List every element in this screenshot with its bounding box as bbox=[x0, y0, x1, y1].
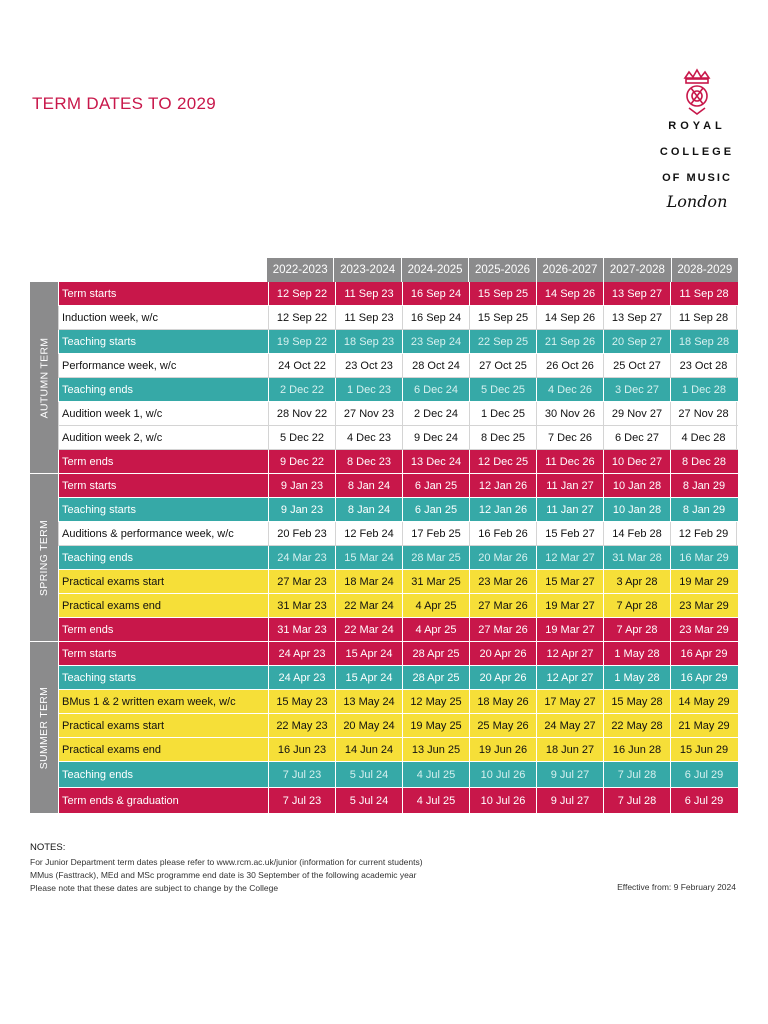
date-cell: 9 Dec 22 bbox=[268, 450, 335, 473]
date-cell: 10 Jul 26 bbox=[469, 762, 536, 787]
date-cell: 12 Sep 22 bbox=[268, 282, 335, 305]
date-cell: 11 Sep 23 bbox=[335, 282, 402, 305]
date-cell: 1 May 28 bbox=[603, 666, 670, 689]
date-cell: 27 Mar 23 bbox=[268, 570, 335, 593]
date-cell: 25 May 26 bbox=[469, 714, 536, 737]
date-cell: 26 Oct 26 bbox=[536, 354, 603, 377]
date-cell: 6 Dec 27 bbox=[603, 426, 670, 449]
logo-line-of-music: OF MUSIC bbox=[662, 172, 732, 184]
date-cell: 6 Jan 25 bbox=[402, 498, 469, 521]
table-row bbox=[58, 642, 738, 666]
date-cell: 10 Jul 26 bbox=[469, 788, 536, 813]
date-cell: 28 Oct 24 bbox=[402, 354, 469, 377]
date-cell: 1 Dec 28 bbox=[670, 378, 737, 401]
date-cell: 20 May 24 bbox=[335, 714, 402, 737]
term-label bbox=[30, 282, 58, 474]
date-cell: 23 Mar 29 bbox=[670, 594, 737, 617]
date-cell: 15 Sep 25 bbox=[469, 306, 536, 329]
page-title: TERM DATES TO 2029 bbox=[32, 94, 216, 113]
date-cell: 16 Sep 24 bbox=[402, 282, 469, 305]
college-logo bbox=[650, 68, 744, 238]
date-cell: 13 Sep 27 bbox=[603, 282, 670, 305]
date-cell: 17 Feb 25 bbox=[402, 522, 469, 545]
effective-date: Effective from: 9 February 2024 bbox=[617, 882, 736, 892]
year-header: 2026-2027 bbox=[536, 258, 603, 282]
date-cell: 11 Dec 26 bbox=[536, 450, 603, 473]
date-cell: 23 Oct 28 bbox=[670, 354, 737, 377]
date-cell: 11 Sep 28 bbox=[670, 282, 737, 305]
date-cell: 20 Apr 26 bbox=[469, 642, 536, 665]
date-cell: 16 Jun 28 bbox=[603, 738, 670, 761]
date-cell: 23 Mar 29 bbox=[670, 618, 737, 641]
row-label: Term ends bbox=[58, 450, 268, 473]
date-cell: 1 Dec 23 bbox=[335, 378, 402, 401]
table-row bbox=[58, 738, 738, 762]
date-cell: 7 Apr 28 bbox=[603, 618, 670, 641]
date-cell: 27 Mar 26 bbox=[469, 618, 536, 641]
date-cell: 5 Dec 22 bbox=[268, 426, 335, 449]
date-cell: 24 Mar 23 bbox=[268, 546, 335, 569]
date-cell: 15 Mar 27 bbox=[536, 570, 603, 593]
date-cell: 15 Mar 24 bbox=[335, 546, 402, 569]
date-cell: 27 Oct 25 bbox=[469, 354, 536, 377]
date-cell: 2 Dec 22 bbox=[268, 378, 335, 401]
date-cell: 16 Feb 26 bbox=[469, 522, 536, 545]
date-cell: 28 Mar 25 bbox=[402, 546, 469, 569]
date-cell: 8 Jan 24 bbox=[335, 498, 402, 521]
date-cell: 4 Jul 25 bbox=[402, 788, 469, 813]
row-label: Term ends bbox=[58, 618, 268, 641]
date-cell: 22 Sep 25 bbox=[469, 330, 536, 353]
term-label-text: SUMMER TERM bbox=[38, 686, 51, 769]
date-cell: 6 Jan 25 bbox=[402, 474, 469, 497]
date-cell: 8 Dec 28 bbox=[670, 450, 737, 473]
date-cell: 9 Jul 27 bbox=[536, 762, 603, 787]
date-cell: 27 Mar 26 bbox=[469, 594, 536, 617]
date-cell: 7 Jul 23 bbox=[268, 788, 335, 813]
table-row bbox=[58, 306, 738, 330]
year-header: 2027-2028 bbox=[603, 258, 670, 282]
year-header: 2023-2024 bbox=[333, 258, 400, 282]
date-cell: 19 May 25 bbox=[402, 714, 469, 737]
date-cell: 6 Dec 24 bbox=[402, 378, 469, 401]
term-label bbox=[30, 642, 58, 814]
date-cell: 12 Apr 27 bbox=[536, 642, 603, 665]
table-row bbox=[58, 498, 738, 522]
term-label-text: SPRING TERM bbox=[38, 519, 50, 596]
year-header: 2028-2029 bbox=[671, 258, 738, 282]
date-cell: 21 May 29 bbox=[670, 714, 737, 737]
date-cell: 22 May 28 bbox=[603, 714, 670, 737]
date-cell: 11 Jan 27 bbox=[536, 474, 603, 497]
date-cell: 22 May 23 bbox=[268, 714, 335, 737]
row-label: Teaching ends bbox=[58, 378, 268, 401]
date-cell: 31 Mar 23 bbox=[268, 594, 335, 617]
table-row bbox=[58, 788, 738, 814]
date-cell: 19 Mar 29 bbox=[670, 570, 737, 593]
date-cell: 15 Apr 24 bbox=[335, 642, 402, 665]
date-cell: 24 Oct 22 bbox=[268, 354, 335, 377]
row-label: Term starts bbox=[58, 642, 268, 665]
date-cell: 27 Nov 23 bbox=[335, 402, 402, 425]
date-cell: 12 Feb 29 bbox=[670, 522, 737, 545]
date-cell: 8 Dec 23 bbox=[335, 450, 402, 473]
date-cell: 28 Nov 22 bbox=[268, 402, 335, 425]
date-cell: 13 Jun 25 bbox=[402, 738, 469, 761]
date-cell: 12 Mar 27 bbox=[536, 546, 603, 569]
date-cell: 8 Jan 29 bbox=[670, 474, 737, 497]
date-cell: 16 Apr 29 bbox=[670, 642, 737, 665]
date-cell: 2 Dec 24 bbox=[402, 402, 469, 425]
note-line: For Junior Department term dates please refer to www.rcm.ac.uk/junior (information for current students) bbox=[30, 857, 423, 867]
date-cell: 15 May 28 bbox=[603, 690, 670, 713]
table-row bbox=[58, 402, 738, 426]
note-line: MMus (Fasttrack), MEd and MSc programme end date is 30 September of the following academic year bbox=[30, 870, 417, 880]
date-cell: 19 Jun 26 bbox=[469, 738, 536, 761]
date-cell: 12 Sep 22 bbox=[268, 306, 335, 329]
row-label: Term starts bbox=[58, 474, 268, 497]
date-cell: 7 Jul 28 bbox=[603, 788, 670, 813]
date-cell: 13 Dec 24 bbox=[402, 450, 469, 473]
row-label: Term starts bbox=[58, 282, 268, 305]
date-cell: 4 Apr 25 bbox=[402, 618, 469, 641]
date-cell: 18 Sep 23 bbox=[335, 330, 402, 353]
logo-line-royal: ROYAL bbox=[668, 120, 726, 132]
date-cell: 9 Dec 24 bbox=[402, 426, 469, 449]
table-row bbox=[58, 618, 738, 642]
table-row bbox=[58, 570, 738, 594]
row-label: Induction week, w/c bbox=[58, 306, 268, 329]
row-label: Teaching starts bbox=[58, 666, 268, 689]
year-header: 2024-2025 bbox=[401, 258, 468, 282]
date-cell: 22 Mar 24 bbox=[335, 594, 402, 617]
row-label: Practical exams start bbox=[58, 570, 268, 593]
row-label: Audition week 2, w/c bbox=[58, 426, 268, 449]
date-cell: 14 Sep 26 bbox=[536, 306, 603, 329]
date-cell: 29 Nov 27 bbox=[603, 402, 670, 425]
date-cell: 28 Apr 25 bbox=[402, 642, 469, 665]
date-cell: 18 Jun 27 bbox=[536, 738, 603, 761]
date-cell: 13 May 24 bbox=[335, 690, 402, 713]
date-cell: 20 Mar 26 bbox=[469, 546, 536, 569]
date-cell: 14 Jun 24 bbox=[335, 738, 402, 761]
date-cell: 15 Jun 29 bbox=[670, 738, 737, 761]
date-cell: 12 Jan 26 bbox=[469, 498, 536, 521]
date-cell: 11 Jan 27 bbox=[536, 498, 603, 521]
table-row bbox=[58, 354, 738, 378]
date-cell: 18 May 26 bbox=[469, 690, 536, 713]
date-cell: 1 May 28 bbox=[603, 642, 670, 665]
date-cell: 15 May 23 bbox=[268, 690, 335, 713]
date-cell: 23 Sep 24 bbox=[402, 330, 469, 353]
date-cell: 24 May 27 bbox=[536, 714, 603, 737]
date-cell: 4 Dec 28 bbox=[670, 426, 737, 449]
date-cell: 11 Sep 28 bbox=[670, 306, 737, 329]
table-row bbox=[58, 378, 738, 402]
row-label: Teaching ends bbox=[58, 762, 268, 787]
table-row bbox=[58, 282, 738, 306]
term-label-column bbox=[30, 282, 58, 814]
date-cell: 25 Oct 27 bbox=[603, 354, 670, 377]
date-cell: 7 Jul 23 bbox=[268, 762, 335, 787]
term-label bbox=[30, 474, 58, 642]
date-cell: 19 Mar 27 bbox=[536, 618, 603, 641]
date-cell: 15 Feb 27 bbox=[536, 522, 603, 545]
row-label: Term ends & graduation bbox=[58, 788, 268, 813]
date-cell: 11 Sep 23 bbox=[335, 306, 402, 329]
row-label: BMus 1 & 2 written exam week, w/c bbox=[58, 690, 268, 713]
date-cell: 15 Sep 25 bbox=[469, 282, 536, 305]
date-cell: 5 Jul 24 bbox=[335, 788, 402, 813]
date-cell: 31 Mar 28 bbox=[603, 546, 670, 569]
note-line: Please note that these dates are subject to change by the College bbox=[30, 883, 279, 893]
date-cell: 12 Dec 25 bbox=[469, 450, 536, 473]
date-cell: 12 Jan 26 bbox=[469, 474, 536, 497]
date-cell: 23 Oct 23 bbox=[335, 354, 402, 377]
date-cell: 5 Jul 24 bbox=[335, 762, 402, 787]
table-row bbox=[58, 594, 738, 618]
date-cell: 24 Apr 23 bbox=[268, 666, 335, 689]
date-cell: 8 Jan 29 bbox=[670, 498, 737, 521]
table-row bbox=[58, 666, 738, 690]
date-cell: 12 May 25 bbox=[402, 690, 469, 713]
row-label: Practical exams end bbox=[58, 594, 268, 617]
date-cell: 23 Mar 26 bbox=[469, 570, 536, 593]
row-label: Teaching starts bbox=[58, 330, 268, 353]
row-label: Teaching ends bbox=[58, 546, 268, 569]
row-label: Teaching starts bbox=[58, 498, 268, 521]
date-cell: 7 Apr 28 bbox=[603, 594, 670, 617]
date-cell: 8 Jan 24 bbox=[335, 474, 402, 497]
table-row bbox=[58, 426, 738, 450]
date-cell: 31 Mar 23 bbox=[268, 618, 335, 641]
date-cell: 5 Dec 25 bbox=[469, 378, 536, 401]
date-cell: 18 Sep 28 bbox=[670, 330, 737, 353]
term-label-text: AUTUMN TERM bbox=[38, 337, 50, 418]
term-dates-table bbox=[30, 258, 738, 814]
crown-crest-icon bbox=[677, 68, 717, 116]
date-cell: 14 Feb 28 bbox=[603, 522, 670, 545]
table-rows bbox=[58, 282, 738, 814]
date-cell: 9 Jan 23 bbox=[268, 474, 335, 497]
year-header-row bbox=[30, 258, 738, 282]
date-cell: 8 Dec 25 bbox=[469, 426, 536, 449]
date-cell: 10 Jan 28 bbox=[603, 474, 670, 497]
date-cell: 14 Sep 26 bbox=[536, 282, 603, 305]
date-cell: 24 Apr 23 bbox=[268, 642, 335, 665]
date-cell: 17 May 27 bbox=[536, 690, 603, 713]
date-cell: 12 Feb 24 bbox=[335, 522, 402, 545]
date-cell: 27 Nov 28 bbox=[670, 402, 737, 425]
date-cell: 18 Mar 24 bbox=[335, 570, 402, 593]
notes-heading: NOTES: bbox=[30, 842, 66, 853]
date-cell: 19 Mar 27 bbox=[536, 594, 603, 617]
table-row bbox=[58, 546, 738, 570]
date-cell: 20 Sep 27 bbox=[603, 330, 670, 353]
date-cell: 16 Jun 23 bbox=[268, 738, 335, 761]
logo-line-london: London bbox=[666, 192, 728, 211]
table-row bbox=[58, 762, 738, 788]
date-cell: 16 Mar 29 bbox=[670, 546, 737, 569]
date-cell: 4 Dec 23 bbox=[335, 426, 402, 449]
date-cell: 4 Jul 25 bbox=[402, 762, 469, 787]
row-label: Practical exams start bbox=[58, 714, 268, 737]
date-cell: 15 Apr 24 bbox=[335, 666, 402, 689]
date-cell: 1 Dec 25 bbox=[469, 402, 536, 425]
date-cell: 6 Jul 29 bbox=[670, 788, 737, 813]
year-header: 2025-2026 bbox=[468, 258, 535, 282]
table-row bbox=[58, 522, 738, 546]
date-cell: 6 Jul 29 bbox=[670, 762, 737, 787]
date-cell: 10 Dec 27 bbox=[603, 450, 670, 473]
date-cell: 4 Apr 25 bbox=[402, 594, 469, 617]
date-cell: 9 Jul 27 bbox=[536, 788, 603, 813]
date-cell: 10 Jan 28 bbox=[603, 498, 670, 521]
row-label: Audition week 1, w/c bbox=[58, 402, 268, 425]
date-cell: 19 Sep 22 bbox=[268, 330, 335, 353]
date-cell: 20 Apr 26 bbox=[469, 666, 536, 689]
date-cell: 28 Apr 25 bbox=[402, 666, 469, 689]
logo-line-college: COLLEGE bbox=[659, 146, 735, 158]
year-header: 2022-2023 bbox=[266, 258, 333, 282]
table-body bbox=[30, 282, 738, 814]
table-row bbox=[58, 714, 738, 738]
table-row bbox=[58, 690, 738, 714]
date-cell: 14 May 29 bbox=[670, 690, 737, 713]
date-cell: 12 Apr 27 bbox=[536, 666, 603, 689]
date-cell: 9 Jan 23 bbox=[268, 498, 335, 521]
date-cell: 3 Apr 28 bbox=[603, 570, 670, 593]
row-label: Practical exams end bbox=[58, 738, 268, 761]
date-cell: 3 Dec 27 bbox=[603, 378, 670, 401]
row-label: Performance week, w/c bbox=[58, 354, 268, 377]
date-cell: 7 Jul 28 bbox=[603, 762, 670, 787]
date-cell: 16 Apr 29 bbox=[670, 666, 737, 689]
date-cell: 30 Nov 26 bbox=[536, 402, 603, 425]
table-row bbox=[58, 474, 738, 498]
date-cell: 21 Sep 26 bbox=[536, 330, 603, 353]
table-row bbox=[58, 330, 738, 354]
table-row bbox=[58, 450, 738, 474]
date-cell: 13 Sep 27 bbox=[603, 306, 670, 329]
date-cell: 7 Dec 26 bbox=[536, 426, 603, 449]
date-cell: 22 Mar 24 bbox=[335, 618, 402, 641]
row-label: Auditions & performance week, w/c bbox=[58, 522, 268, 545]
date-cell: 4 Dec 26 bbox=[536, 378, 603, 401]
header-spacer bbox=[30, 258, 266, 282]
date-cell: 16 Sep 24 bbox=[402, 306, 469, 329]
date-cell: 20 Feb 23 bbox=[268, 522, 335, 545]
date-cell: 31 Mar 25 bbox=[402, 570, 469, 593]
